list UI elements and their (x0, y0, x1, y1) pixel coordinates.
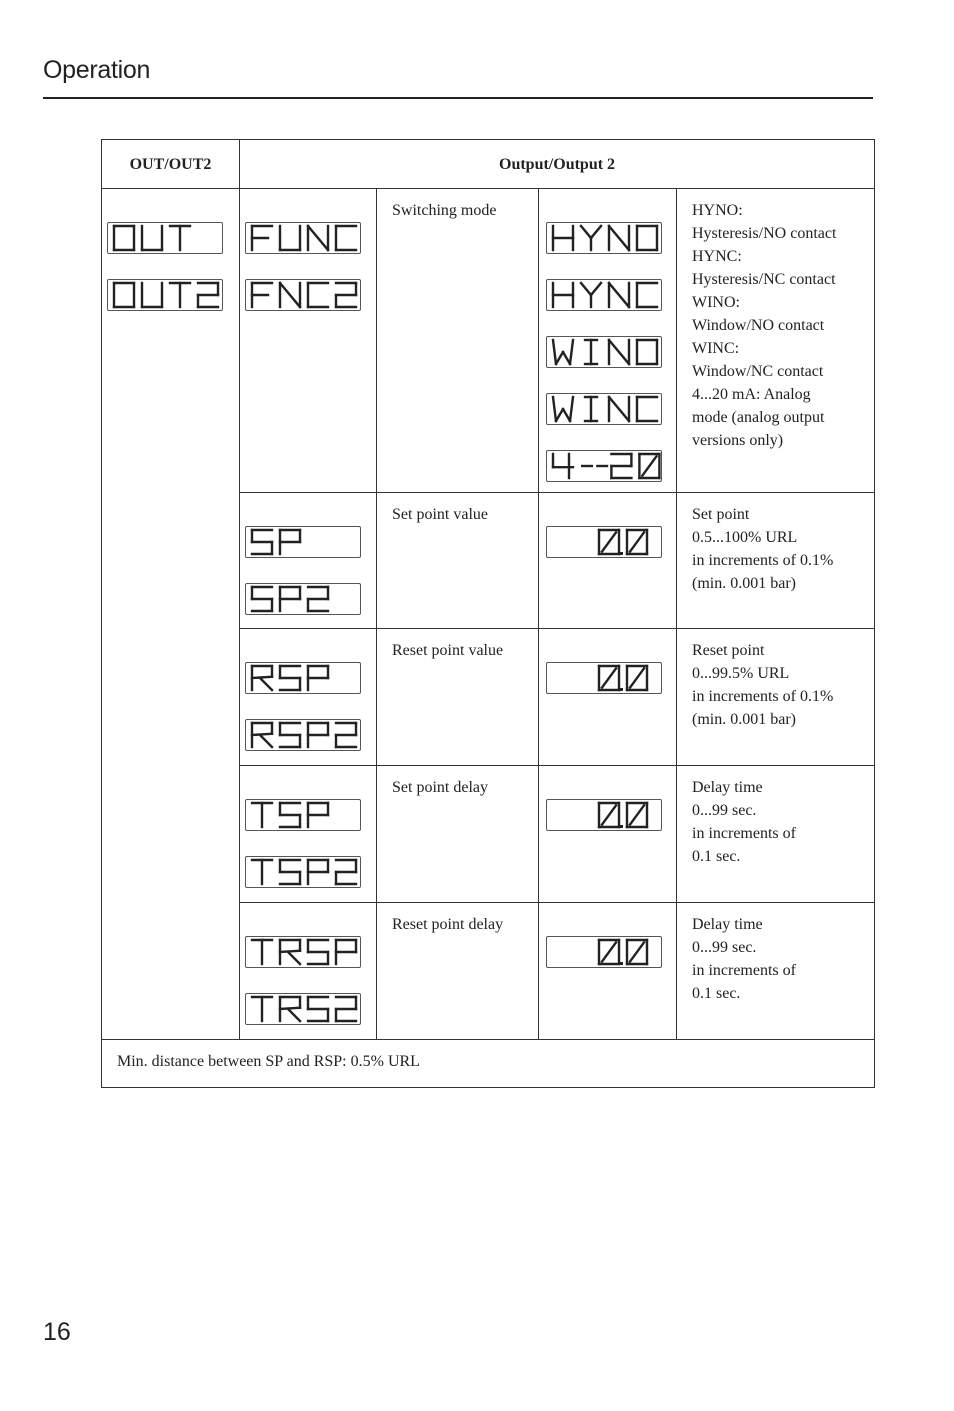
lcd-glyph (280, 226, 300, 250)
desc-line: HYNO: (692, 202, 743, 219)
desc-line: 0.1 sec. (692, 848, 741, 865)
lcd-glyphs (547, 937, 661, 967)
lcd-glyph (637, 226, 657, 250)
lcd-glyph (336, 940, 356, 964)
lcd-glyph (585, 340, 597, 364)
page-header: Operation (43, 56, 151, 84)
lcd-glyph (581, 226, 601, 250)
table-footer-note: Min. distance between SP and RSP: 0.5% URL (102, 1040, 875, 1088)
lcd-decimal-point (620, 962, 623, 965)
lcd-display (546, 936, 662, 968)
lcd-text: 0.0 (547, 663, 549, 664)
lcd-glyph (639, 454, 659, 478)
lcd-glyphs (246, 663, 360, 693)
lcd-glyph (308, 666, 328, 690)
lcd-decimal-point (620, 825, 623, 828)
lcd-glyph (599, 803, 619, 827)
lcd-glyph (252, 997, 272, 1021)
lcd-text: 0.0 (547, 800, 549, 801)
desc-line: 0.1 sec. (692, 985, 741, 1002)
lcd-glyph (336, 283, 356, 307)
lcd-glyph (308, 723, 328, 747)
lcd-glyph (609, 226, 629, 250)
lcd-glyph (308, 283, 328, 307)
desc-line: in increments of 0.1% (692, 688, 834, 705)
lcd-display (245, 662, 361, 694)
lcd-glyph (627, 530, 647, 554)
lcd-glyphs (108, 280, 222, 310)
param-description (677, 189, 875, 493)
lcd-glyph (280, 666, 300, 690)
desc-line: Hysteresis/NC contact (692, 271, 836, 288)
desc-line: 0...99.5% URL (692, 665, 790, 682)
desc-line: Reset point (692, 642, 765, 659)
lcd-display (245, 799, 361, 831)
lcd-glyph (280, 860, 300, 884)
desc-line: Delay time (692, 916, 763, 933)
col-header-title: Output/Output 2 (240, 140, 875, 189)
lcd-display (107, 222, 223, 254)
lcd-display (245, 856, 361, 888)
lcd-decimal-point (620, 688, 623, 691)
lcd-text: RSP (246, 663, 248, 664)
lcd-glyphs (547, 223, 661, 253)
page-number: 16 (43, 1318, 71, 1346)
lcd-glyph (170, 283, 190, 307)
header-rule (43, 97, 873, 99)
desc-line: 4...20 mA: Analog (692, 386, 811, 403)
lcd-display (546, 662, 662, 694)
lcd-glyph (280, 940, 300, 964)
lcd-text: TSP2 (246, 857, 249, 858)
lcd-glyphs (547, 800, 661, 830)
desc-line: versions only) (692, 432, 784, 449)
lcd-glyph (553, 226, 573, 250)
lcd-glyph (280, 723, 300, 747)
lcd-glyph (611, 454, 631, 478)
lcd-glyph (252, 226, 272, 250)
lcd-glyph (553, 283, 573, 307)
desc-line: Hysteresis/NO contact (692, 225, 837, 242)
lcd-display (245, 526, 361, 558)
lcd-glyph (599, 666, 619, 690)
lcd-display (546, 393, 662, 425)
desc-line: (min. 0.001 bar) (692, 575, 796, 592)
lcd-text: 4--20 (547, 451, 550, 452)
lcd-text: TRSP (246, 937, 249, 938)
parameter-table (101, 139, 875, 1088)
desc-line: WINO: (692, 294, 740, 311)
lcd-glyphs (246, 720, 360, 750)
lcd-text: HYNO (547, 223, 550, 224)
lcd-glyph (198, 283, 218, 307)
lcd-glyph (114, 283, 134, 307)
value-display-cell (539, 903, 677, 1040)
lcd-glyphs (108, 223, 222, 253)
desc-line: HYNC: (692, 248, 742, 265)
lcd-glyph (336, 723, 356, 747)
lcd-text: 0.0 (547, 937, 549, 938)
value-display-cell (539, 189, 677, 493)
desc-line: Window/NO contact (692, 317, 825, 334)
lcd-glyph (252, 666, 272, 690)
lcd-display (546, 526, 662, 558)
lcd-text: OUT2 (108, 280, 111, 281)
lcd-glyphs (547, 280, 661, 310)
lcd-glyph (252, 587, 272, 611)
lcd-glyph (308, 997, 328, 1021)
lcd-glyphs (246, 280, 360, 310)
lcd-glyph (637, 283, 657, 307)
lcd-text: HYNC (547, 280, 550, 281)
desc-line: Set point (692, 506, 750, 523)
lcd-glyph (336, 860, 356, 884)
param-name: Set point value (377, 493, 539, 629)
lcd-glyph (170, 226, 190, 250)
desc-line: 0...99 sec. (692, 939, 757, 956)
lcd-glyphs (246, 994, 360, 1024)
param-description (677, 629, 875, 766)
lcd-glyph (609, 283, 629, 307)
param-description (677, 493, 875, 629)
lcd-glyph (252, 860, 272, 884)
lcd-glyph (252, 940, 272, 964)
lcd-glyphs (246, 223, 360, 253)
lcd-display (245, 583, 361, 615)
desc-line: in increments of (692, 962, 796, 979)
lcd-glyphs (246, 584, 360, 614)
lcd-decimal-point (620, 552, 623, 555)
lcd-glyph (308, 803, 328, 827)
lcd-glyph (553, 454, 573, 478)
param-display-cell (240, 189, 377, 493)
lcd-glyph (280, 587, 300, 611)
lcd-glyph (280, 803, 300, 827)
lcd-glyph (553, 397, 573, 421)
lcd-glyph (142, 226, 162, 250)
lcd-display (245, 719, 361, 751)
lcd-text: RSP2 (246, 720, 249, 721)
lcd-glyph (308, 860, 328, 884)
lcd-glyph (280, 283, 300, 307)
lcd-glyph (599, 940, 619, 964)
lcd-display (546, 222, 662, 254)
param-description (677, 766, 875, 903)
lcd-text: WINO (547, 337, 550, 338)
lcd-glyphs (547, 337, 661, 367)
desc-line: Window/NC contact (692, 363, 824, 380)
lcd-display (546, 450, 662, 482)
lcd-glyph (252, 723, 272, 747)
lcd-text: TRS2 (246, 994, 249, 995)
param-display-cell (240, 493, 377, 629)
lcd-glyph (609, 340, 629, 364)
lcd-glyph (336, 997, 356, 1021)
desc-line: Delay time (692, 779, 763, 796)
col-header-code: OUT/OUT2 (102, 140, 240, 189)
lcd-text: FUNC (246, 223, 249, 224)
lcd-text: 0.0 (547, 527, 549, 528)
lcd-glyph (553, 340, 573, 364)
lcd-text: WINC (547, 394, 550, 395)
desc-line: mode (analog output (692, 409, 825, 426)
lcd-display (546, 279, 662, 311)
lcd-glyphs (547, 527, 661, 557)
lcd-display (107, 279, 223, 311)
lcd-glyph (609, 397, 629, 421)
lcd-glyph (308, 587, 328, 611)
lcd-display (245, 222, 361, 254)
lcd-glyphs (246, 800, 360, 830)
lcd-glyph (308, 226, 328, 250)
desc-line: in increments of (692, 825, 796, 842)
lcd-display (245, 993, 361, 1025)
desc-line: (min. 0.001 bar) (692, 711, 796, 728)
param-display-cell (240, 629, 377, 766)
param-description (677, 903, 875, 1040)
lcd-glyph (252, 803, 272, 827)
param-name: Set point delay (377, 766, 539, 903)
desc-line: in increments of 0.1% (692, 552, 834, 569)
lcd-glyph (637, 397, 657, 421)
lcd-glyph (336, 226, 356, 250)
param-name: Switching mode (377, 189, 539, 493)
desc-line: 0.5...100% URL (692, 529, 798, 546)
lcd-glyph (308, 940, 328, 964)
lcd-glyph (280, 530, 300, 554)
lcd-glyphs (547, 394, 661, 424)
lcd-text: SP (246, 527, 248, 528)
lcd-text: OUT (108, 223, 111, 224)
lcd-glyph (252, 283, 272, 307)
lcd-glyph (585, 397, 597, 421)
value-display-cell (539, 493, 677, 629)
param-name: Reset point value (377, 629, 539, 766)
lcd-glyphs (246, 527, 360, 557)
param-display-cell (240, 903, 377, 1040)
lcd-glyph (627, 803, 647, 827)
lcd-glyph (637, 340, 657, 364)
lcd-text: FNC2 (246, 280, 249, 281)
lcd-display (546, 336, 662, 368)
lcd-glyph (252, 530, 272, 554)
lcd-glyph (114, 226, 134, 250)
lcd-glyphs (547, 451, 661, 481)
lcd-glyph (581, 283, 601, 307)
value-display-cell (539, 766, 677, 903)
lcd-glyph (599, 530, 619, 554)
value-display-cell (539, 629, 677, 766)
lcd-glyph (627, 940, 647, 964)
lcd-display (245, 279, 361, 311)
lcd-display (245, 936, 361, 968)
lcd-text: TSP (246, 800, 248, 801)
param-name: Reset point delay (377, 903, 539, 1040)
lcd-text: SP2 (246, 584, 248, 585)
desc-line: 0...99 sec. (692, 802, 757, 819)
lcd-glyph (627, 666, 647, 690)
lcd-glyph (280, 997, 300, 1021)
lcd-display (546, 799, 662, 831)
desc-line: WINC: (692, 340, 740, 357)
menu-display-cell (102, 189, 240, 1040)
lcd-glyphs (246, 937, 360, 967)
lcd-glyphs (547, 663, 661, 693)
lcd-glyph (142, 283, 162, 307)
param-display-cell (240, 766, 377, 903)
lcd-glyphs (246, 857, 360, 887)
